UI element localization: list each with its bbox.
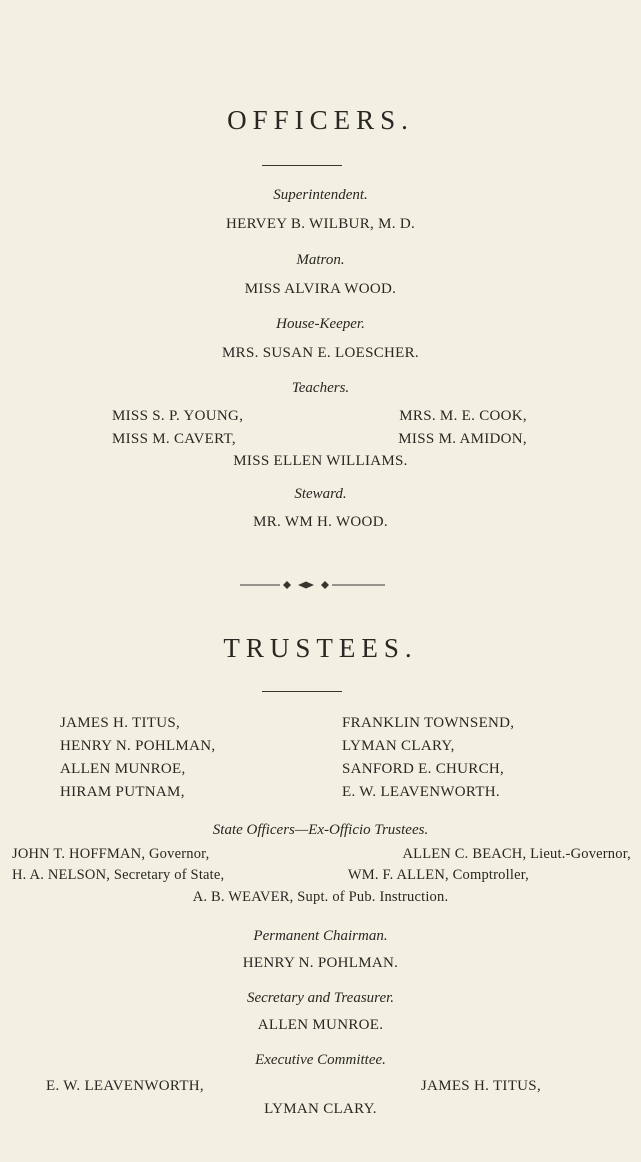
trustee-name: HIRAM PUTNAM, (60, 784, 185, 800)
state-officer-name: H. A. NELSON, Secretary of State, (12, 867, 225, 883)
steward-role: Steward. (294, 486, 347, 502)
state-officer-name: JOHN T. HOFFMAN, Governor, (12, 846, 210, 862)
state-officers-role: State Officers—Ex-Officio Trustees. (212, 822, 429, 838)
state-officer-name: A. B. WEAVER, Supt. of Pub. Instruction. (192, 889, 449, 905)
trustee-name: FRANKLIN TOWNSEND, (342, 715, 515, 731)
teacher-name: MISS M. AMIDON, (398, 431, 527, 447)
officers-heading: OFFICERS. (227, 105, 414, 135)
ornament-divider (0, 579, 641, 591)
housekeeper-role: House-Keeper. (276, 316, 365, 332)
teacher-name: MISS ELLEN WILLIAMS. (233, 453, 408, 469)
matron-name: MISS ALVIRA WOOD. (244, 281, 397, 297)
chairman-name: HENRY N. POHLMAN. (242, 955, 399, 971)
executive-member-name: E. W. LEAVENWORTH, (46, 1078, 204, 1094)
secretary-role: Secretary and Treasurer. (246, 990, 395, 1006)
superintendent-role: Superintendent. (273, 187, 368, 203)
trustee-name: LYMAN CLARY, (342, 738, 455, 754)
trustee-name: JAMES H. TITUS, (60, 715, 181, 731)
trustee-name: SANFORD E. CHURCH, (342, 761, 505, 777)
trustee-name: E. W. LEAVENWORTH. (342, 784, 500, 800)
divider-rule (262, 165, 342, 166)
housekeeper-name: MRS. SUSAN E. LOESCHER. (222, 345, 419, 361)
trustee-name: HENRY N. POHLMAN, (60, 738, 216, 754)
steward-name: MR. WM H. WOOD. (253, 514, 388, 530)
state-officer-name: WM. F. ALLEN, Comptroller, (347, 867, 529, 883)
executive-role: Executive Committee. (255, 1052, 386, 1068)
superintendent-name: HERVEY B. WILBUR, M. D. (225, 216, 416, 232)
trustee-name: ALLEN MUNROE, (60, 761, 186, 777)
matron-role: Matron. (296, 252, 345, 268)
state-officer-name: ALLEN C. BEACH, Lieut.-Governor, (402, 846, 631, 862)
teacher-name: MRS. M. E. COOK, (399, 408, 527, 424)
trustees-heading: TRUSTEES. (223, 633, 418, 663)
teachers-role: Teachers. (291, 380, 350, 396)
teacher-name: MISS S. P. YOUNG, (112, 408, 244, 424)
chairman-role: Permanent Chairman. (253, 928, 388, 944)
divider-rule (262, 691, 342, 692)
executive-member-name: JAMES H. TITUS, (420, 1078, 541, 1094)
secretary-name: ALLEN MUNROE. (257, 1017, 384, 1033)
executive-member-name: LYMAN CLARY. (264, 1101, 377, 1117)
teacher-name: MISS M. CAVERT, (112, 431, 236, 447)
